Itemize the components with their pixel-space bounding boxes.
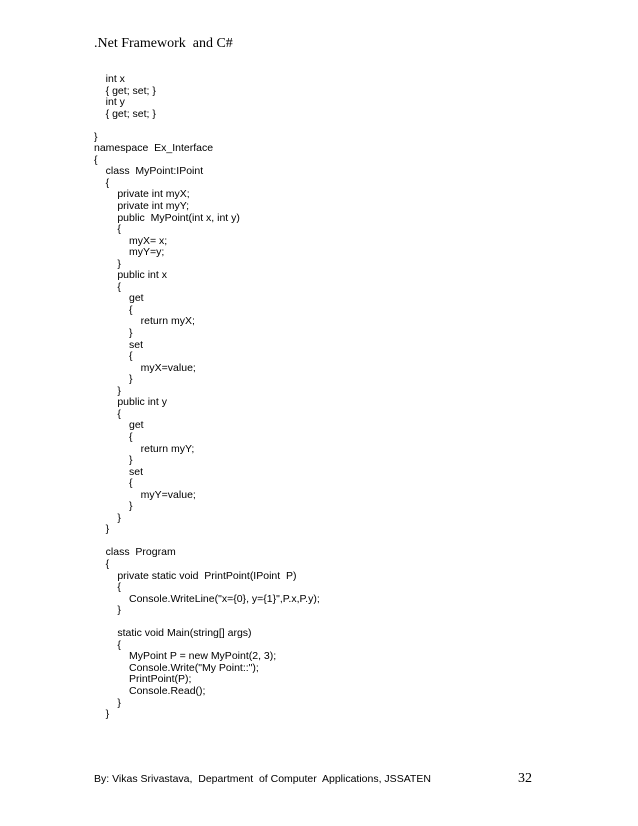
code-line: { bbox=[94, 176, 110, 189]
code-line: myY=value; bbox=[94, 488, 196, 501]
code-line: Console.WriteLine("x={0}, y={1}",P.x,P.y); bbox=[94, 592, 320, 605]
code-line: { bbox=[94, 223, 121, 236]
code-line: } bbox=[94, 327, 133, 340]
code-line: static void Main(string[] args) bbox=[94, 627, 252, 640]
code-listing bbox=[94, 74, 320, 721]
code-line: return myY; bbox=[94, 442, 195, 455]
code-line: } bbox=[94, 454, 133, 467]
code-line: { bbox=[94, 407, 121, 420]
code-line: { bbox=[94, 303, 133, 316]
code-line: public int y bbox=[94, 396, 167, 409]
code-line: int y bbox=[94, 96, 125, 109]
code-line: set bbox=[94, 465, 144, 478]
code-line: { bbox=[94, 638, 121, 651]
code-line: { bbox=[94, 477, 133, 490]
page-footer: By: Vikas Srivastava, Department of Computer Applications, JSSATEN bbox=[94, 773, 431, 785]
code-line: } bbox=[94, 696, 121, 709]
code-line: public int x bbox=[94, 269, 167, 282]
code-line: class Program bbox=[94, 546, 176, 559]
page-number: 32 bbox=[518, 771, 532, 786]
code-line: Console.Read(); bbox=[94, 684, 206, 697]
code-line: PrintPoint(P); bbox=[94, 673, 192, 686]
code-line: { bbox=[94, 350, 133, 363]
code-line: MyPoint P = new MyPoint(2, 3); bbox=[94, 650, 277, 663]
code-line: private int myX; bbox=[94, 188, 190, 201]
code-line: { bbox=[94, 557, 110, 570]
code-line: } bbox=[94, 257, 121, 270]
code-line: } bbox=[94, 708, 110, 721]
code-line: } bbox=[94, 384, 121, 397]
code-line: { get; set; } bbox=[94, 84, 156, 97]
code-line: class MyPoint:IPoint bbox=[94, 165, 204, 178]
code-line: myY=y; bbox=[94, 246, 165, 259]
page-header: .Net Framework and C# bbox=[94, 36, 233, 51]
code-line: { bbox=[94, 581, 121, 594]
code-line: get bbox=[94, 419, 144, 432]
code-line: { bbox=[94, 280, 121, 293]
code-line: int x bbox=[94, 73, 125, 85]
code-line: } bbox=[94, 511, 121, 524]
code-line: } bbox=[94, 130, 98, 143]
code-line: { get; set; } bbox=[94, 107, 156, 120]
code-line: } bbox=[94, 500, 133, 513]
code-line: myX=value; bbox=[94, 361, 196, 374]
code-line: { bbox=[94, 153, 98, 166]
code-line: private int myY; bbox=[94, 200, 190, 213]
code-line: private static void PrintPoint(IPoint P) bbox=[94, 569, 297, 582]
code-line bbox=[94, 120, 320, 132]
code-line: Console.Write("My Point::"); bbox=[94, 661, 259, 674]
code-line: myX= x; bbox=[94, 234, 168, 247]
code-line: set bbox=[94, 338, 144, 351]
code-line: public MyPoint(int x, int y) bbox=[94, 211, 240, 224]
code-line: } bbox=[94, 604, 121, 617]
code-line: get bbox=[94, 292, 144, 305]
code-line: return myX; bbox=[94, 315, 195, 328]
code-line: { bbox=[94, 430, 133, 443]
code-line: namespace Ex_Interface bbox=[94, 142, 214, 155]
code-line: } bbox=[94, 523, 110, 536]
code-line: } bbox=[94, 373, 133, 386]
